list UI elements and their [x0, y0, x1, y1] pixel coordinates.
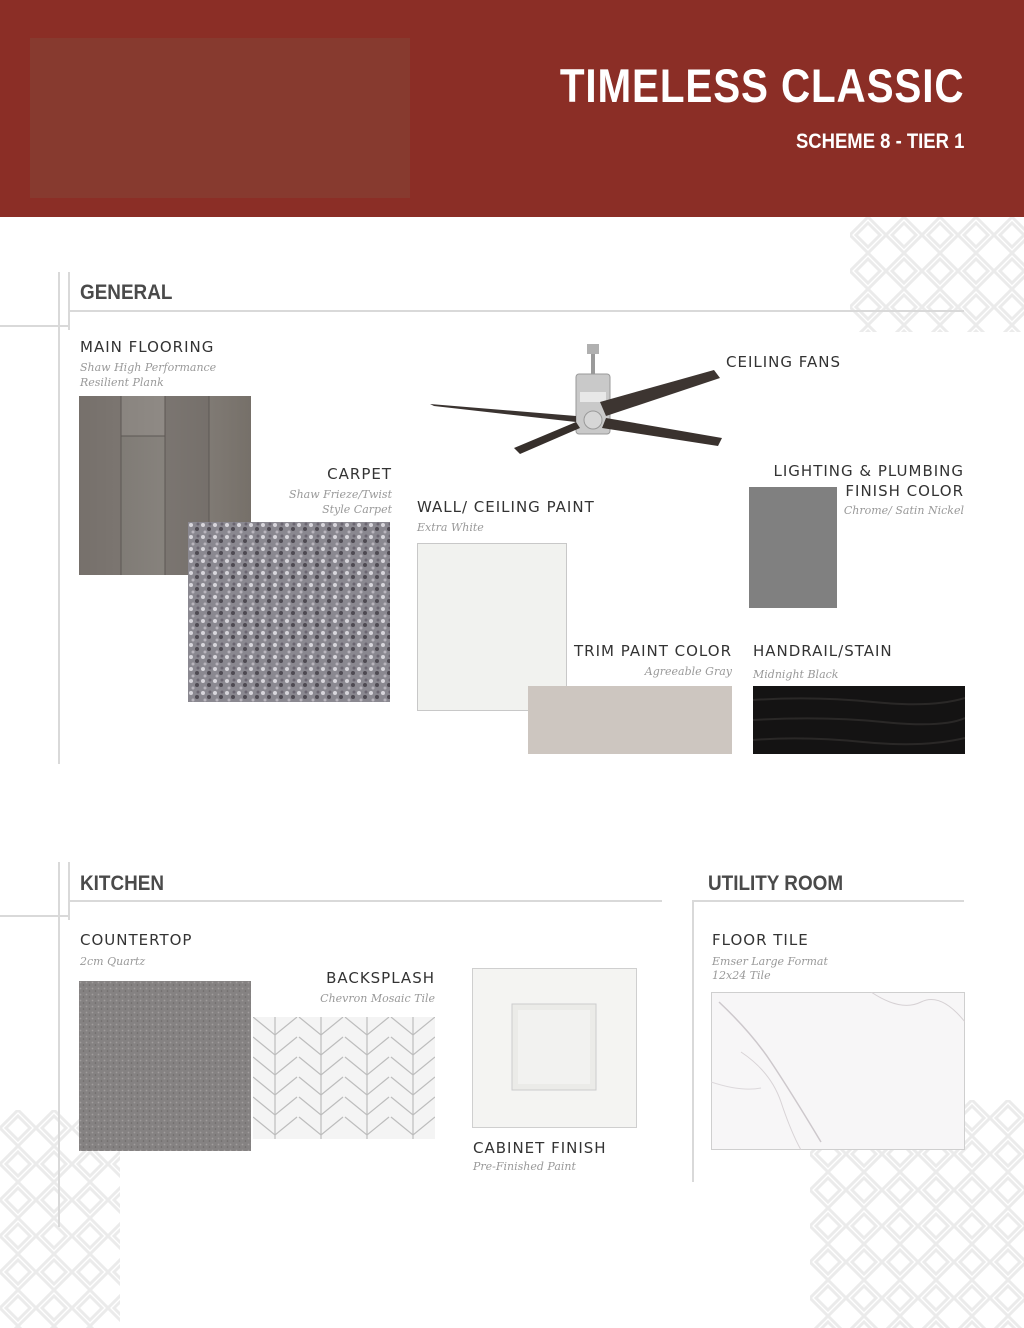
- handrail-desc: Midnight Black: [753, 668, 839, 681]
- trim-paint-swatch: [528, 686, 732, 754]
- cabinet-label: CABINET FINISH: [473, 1139, 607, 1157]
- lighting-swatch: [749, 487, 837, 608]
- floor-tile-desc-1: Emser Large Format: [712, 955, 828, 968]
- kitchen-frame-outer: [0, 915, 70, 917]
- countertop-swatch: [79, 981, 251, 1151]
- lighting-desc: Chrome/ Satin Nickel: [843, 504, 964, 517]
- handrail-swatch: [753, 686, 965, 754]
- backsplash-swatch: [253, 1017, 435, 1139]
- ceiling-fan-image: [430, 342, 725, 460]
- kitchen-frame-top: [68, 900, 662, 902]
- main-flooring-desc-1: Shaw High Performance: [80, 361, 217, 374]
- wall-paint-desc: Extra White: [417, 521, 484, 534]
- utility-title: UTILITY ROOM: [708, 872, 844, 895]
- main-flooring-label: MAIN FLOORING: [80, 338, 215, 356]
- page-subtitle: SCHEME 8 - TIER 1: [795, 130, 964, 153]
- countertop-label: COUNTERTOP: [80, 931, 193, 949]
- cabinet-door-swatch: [472, 968, 637, 1128]
- general-frame-tick: [68, 272, 70, 330]
- general-title: GENERAL: [80, 281, 173, 304]
- kitchen-title: KITCHEN: [80, 872, 165, 895]
- carpet-label: CARPET: [327, 465, 392, 483]
- lattice-pattern-top-right: [850, 217, 1024, 332]
- floor-tile-label: FLOOR TILE: [712, 931, 809, 949]
- main-flooring-desc-2: Resilient Plank: [80, 376, 164, 389]
- ceiling-fans-label: CEILING FANS: [726, 353, 842, 371]
- carpet-desc-2: Style Carpet: [322, 503, 392, 516]
- cabinet-desc: Pre-Finished Paint: [473, 1160, 576, 1173]
- backsplash-label: BACKSPLASH: [326, 969, 435, 987]
- floor-tile-swatch: [711, 992, 965, 1150]
- general-frame-outer: [0, 325, 70, 327]
- utility-frame-left: [692, 900, 694, 1182]
- page-title: TIMELESS CLASSIC: [559, 59, 964, 112]
- lighting-label-2: FINISH COLOR: [845, 482, 964, 500]
- utility-frame-top: [692, 900, 964, 902]
- lighting-label-1: LIGHTING & PLUMBING: [773, 462, 964, 480]
- carpet-swatch: [188, 522, 390, 702]
- general-frame-left: [58, 272, 60, 764]
- backsplash-desc: Chevron Mosaic Tile: [320, 992, 435, 1005]
- trim-paint-label: TRIM PAINT COLOR: [574, 642, 732, 660]
- countertop-desc: 2cm Quartz: [80, 955, 146, 968]
- wall-paint-label: WALL/ CEILING PAINT: [417, 498, 595, 516]
- general-frame-top: [68, 310, 964, 312]
- trim-paint-desc: Agreeable Gray: [644, 665, 732, 678]
- carpet-desc-1: Shaw Frieze/Twist: [289, 488, 392, 501]
- floor-tile-desc-2: 12x24 Tile: [712, 969, 771, 982]
- header-panel: [30, 38, 410, 198]
- kitchen-frame-tick: [68, 862, 70, 920]
- handrail-label: HANDRAIL/STAIN: [753, 642, 893, 660]
